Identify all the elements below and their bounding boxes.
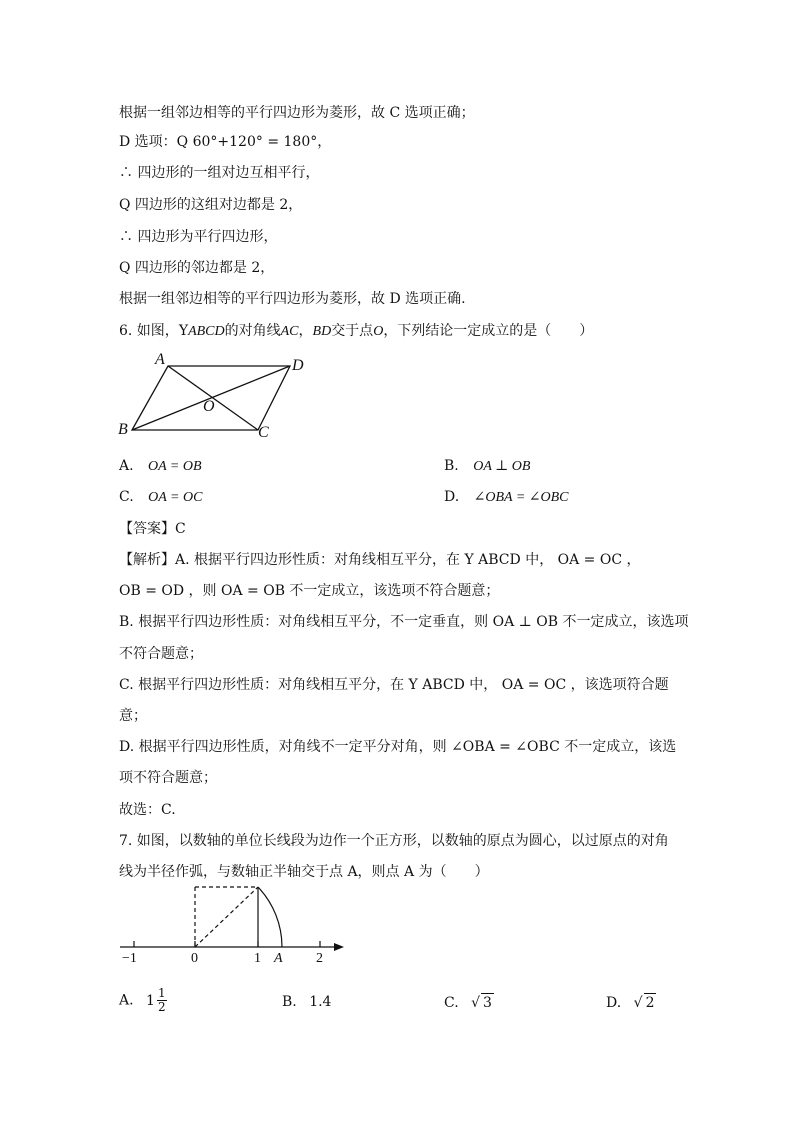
q6-stem-mid: 的对角线	[224, 323, 281, 339]
q6-answer: 【答案】C	[119, 521, 186, 537]
square-diagonal	[195, 887, 258, 947]
q7-option-c	[444, 993, 494, 1012]
q6-option-a-letter: A.	[119, 458, 134, 474]
q6-option-c-letter: C.	[119, 489, 134, 505]
text-line-1: 根据一组邻边相等的平行四边形为菱形，故 C 选项正确；	[119, 105, 475, 121]
q6-stem-ac: AC	[280, 324, 299, 339]
q6-option-a-text: OA = OB	[148, 459, 202, 474]
vertex-label-a: A	[155, 351, 165, 368]
q6-analysis-line-5: C. 根据平行四边形性质：对角线相互平分，在 Y ABCD 中， OA = OC ，该选项符合题	[119, 677, 669, 693]
text-line-7: 根据一组邻边相等的平行四边形为菱形，故 D 选项正确.	[119, 291, 466, 307]
sqrt-symbol: √	[471, 995, 481, 1011]
q6-analysis-line-7: D. 根据平行四边形性质，对角线不一定平分对角，则 ∠OBA = ∠OBC 不一定成立，该选	[119, 739, 677, 755]
q6-analysis-line-2: OB = OD ，则 OA = OB 不一定成立，该选项不符合题意；	[119, 583, 500, 599]
axis-label-minus-one: −1	[122, 951, 137, 966]
axis-label-two: 2	[316, 951, 323, 966]
q7-option-d-radicand: 2	[645, 995, 655, 1011]
text-line-5: ∴ 四边形为平行四边形，	[119, 229, 278, 245]
axis-label-a: A	[274, 951, 283, 966]
text-line-4: Q 四边形的这组对边都是 2，	[119, 197, 303, 213]
q6-stem-bd: BD	[312, 324, 332, 339]
q6-stem-cross: 交于点	[331, 323, 374, 339]
text-line-2: D 选项：Q 60°+120° = 180°，	[119, 134, 332, 150]
sqrt-symbol: √	[633, 995, 643, 1011]
q7-option-b-letter: B.	[282, 994, 297, 1010]
q7-option-d-letter: D.	[606, 995, 622, 1011]
q7-stem-line-1: 7. 如图，以数轴的单位长线段为边作一个正方形，以数轴的原点为圆心，以过原点的对角	[119, 833, 669, 849]
q6-option-b-text: OA ⊥ OB	[473, 459, 531, 474]
q7-option-c-radicand: 3	[483, 995, 492, 1011]
vertex-label-d: D	[292, 357, 304, 374]
q7-stem-line-2: 线为半径作弧，与数轴正半轴交于点 A，则点 A 为（ ）	[119, 864, 489, 880]
q6-option-d-letter: D.	[444, 489, 460, 505]
q7-option-a	[119, 987, 167, 1014]
q7-option-a-letter: A.	[119, 992, 134, 1009]
fraction-denominator: 2	[157, 1000, 166, 1014]
q7-option-b	[282, 993, 331, 1011]
text-line-3: ∴ 四边形的一组对边互相平行，	[119, 165, 320, 181]
q6-option-c-text: OA = OC	[148, 490, 203, 505]
radius-arc	[258, 887, 282, 947]
q7-option-a-whole: 1	[146, 992, 155, 1009]
q6-stem-o: O	[373, 324, 384, 339]
center-label-o: O	[203, 398, 215, 415]
q6-stem-pre: 6. 如图，	[119, 323, 179, 339]
q7-option-c-letter: C.	[444, 995, 459, 1011]
q6-analysis-line-4: 不符合题意；	[119, 646, 203, 662]
q6-analysis-line-1: 【解析】A. 根据平行四边形性质：对角线相互平分，在 Y ABCD 中， OA = OC ，	[119, 552, 641, 568]
fraction-numerator: 1	[157, 986, 166, 1000]
vertex-label-c: C	[258, 424, 269, 441]
q7-option-d	[606, 993, 656, 1012]
q6-stem-abcd: ABCD	[188, 324, 225, 339]
q6-analysis-line-3: B. 根据平行四边形性质：对角线相互平分，不一定垂直，则 OA ⊥ OB 不一定成立，该选项	[119, 614, 689, 630]
vertex-label-b: B	[118, 421, 128, 438]
axis-label-zero: 0	[191, 951, 198, 966]
q6-analysis-line-8: 项不符合题意；	[119, 770, 217, 786]
q7-option-b-text: 1.4	[309, 994, 332, 1010]
q6-analysis-line-9: 故选：C.	[119, 802, 176, 818]
q6-option-b-letter: B.	[444, 458, 459, 474]
q6-stem-post: ，下列结论一定成立的是（ ）	[383, 323, 594, 339]
axis-arrow-head	[334, 943, 344, 951]
q6-stem-comma: ，	[298, 323, 313, 339]
q6-option-d-text: ∠OBA = ∠OBC	[473, 490, 569, 505]
text-line-6: Q 四边形的邻边都是 2，	[119, 260, 275, 276]
parallelogram-symbol: Y	[178, 323, 189, 339]
axis-label-one: 1	[254, 951, 261, 966]
q6-analysis-line-6: 意；	[119, 708, 147, 724]
q7-option-a-fraction	[157, 987, 167, 1014]
